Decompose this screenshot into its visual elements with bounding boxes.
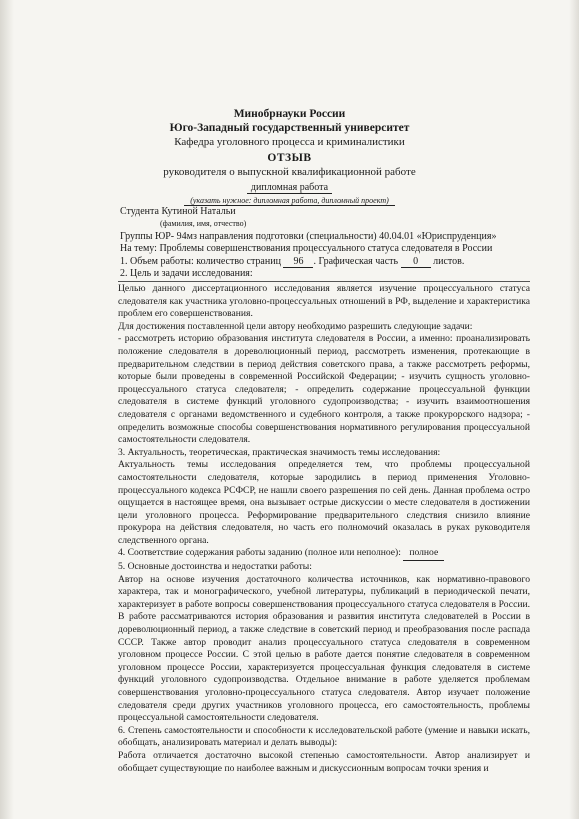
section-4-value: полное (403, 547, 444, 561)
section-2-title: 2. Цель и задачи исследования: (120, 268, 253, 279)
pages-count: 96 (283, 256, 313, 268)
student-name-line: Студента Кутиной Натальи (120, 206, 236, 217)
document-subtitle: руководителя о выпускной квалификационной работе (163, 166, 416, 178)
work-topic-line: На тему: Проблемы совершенствования процессуального статуса следователя в России (120, 243, 493, 254)
student-group-line: Группы ЮР- 94мз направления подготовки (специальности) 40.04.01 «Юриспруденция» (120, 231, 497, 242)
work-type-line (0, 182, 579, 194)
work-type-value: дипломная работа (247, 182, 332, 194)
section-5-body: Автор на основе изучения достаточного количества источников, как нормативно-правового характера, так и монографического, учебной литературы, публикаций в периодической печати, характеризует в работе вопросы совершенствования процессуального статуса следователя в России. В работе рассматриваются история образования и развития института следователей в России в дореволюционный период, а также следствие в советский период и преобразования после распада СССР. Также автор проводит анализ процессуального статуса следователя в современном уголовном процессе России. С этой целью в работе дается понятие следователя в современном уголовном процессе России, характеризуется процессуальная функция следователя в системе функций уголовного судопроизводства. Отдельное внимание в работе уделяется проблемам совершенствования уголовно-процессуального статуса следователя. Автор изучает положение следователя среди других участников уголовного процесса, его самостоятельность, проблемы процессуальной самостоятельности следователя. (118, 573, 530, 724)
section-5-title: 5. Основные достоинства и недостатки работы: (118, 561, 312, 573)
ministry-heading: Минобрнауки России (233, 108, 346, 120)
department-heading: Кафедра уголовного процесса и криминалистики (174, 136, 405, 148)
student-fio-hint: (фамилия, имя, отчество) (160, 219, 247, 228)
document-title: ОТЗЫВ (267, 152, 312, 164)
section-3-body: Актуальность темы исследования определяется тем, что проблемы процессуальной самостоятельности следователя, которые зародились в период применения Уголовно-процессуального кодекса РСФСР, не нашли своего разрешения по сей день. Данная проблема остро ощущается в настоящее время, она вызывает острые дискуссии о месте следователя в достижении цели уголовного процесса. Реформирование предварительного следствия снизило влияние прокурора на действия следователя, но часть его полномочий оказалась в руках руководителя следственного органа. (118, 459, 530, 546)
section-2-goal: Целью данного диссертационного исследования является изучение процессуального статуса следователя как участника уголовно-процессуальных отношений в РФ, выделение и характеристика проблем его совершенствования. (118, 283, 530, 320)
divider (118, 281, 530, 282)
section-6-body: Работа отличается достаточно высокой степенью самостоятельности. Автор анализирует и обобщает существующие по наиболее важным и дискуссионным вопросам точки зрения и (118, 749, 530, 774)
work-type-hint: (указать нужное: дипломная работа, дипломный проект) (0, 196, 579, 205)
section-6-title: 6. Степень самостоятельности и способности к исследовательской работе (умение и навыки искать, обобщать, анализировать материал и делать выводы): (118, 724, 530, 749)
graphics-count: 0 (401, 256, 431, 268)
university-heading: Юго-Западный государственный университет (169, 122, 410, 134)
section-2-body (118, 283, 530, 775)
section-2-tasks-intro: Для достижения поставленной цели автору необходимо разрешить следующие задачи: (118, 320, 473, 332)
section-4-line: 4. Соответствие содержания работы заданию (полное или неполное): полное (118, 547, 530, 561)
section-3-title: 3. Актуальность, теоретическая, практическая значимость темы исследования: (118, 446, 441, 458)
section-2-tasks: - рассмотреть историю образования института следователя в России, а именно: проанализировать положение следователя в дореволюционный период, рассмотреть изменения, протекающие в предварительном следствии в период действия советского права, а также рассмотреть реформы, которые были проведены в современной Российской Федерации; - изучить сущность уголовно-процессуального статуса следователя; - определить содержание процессуальной функции следователя в системе функций уголовного судопроизводства; - изучить взаимоотношения следователя с органами ведомственного и судебного контроля, а также прокурорского надзора; - определить возможные способы совершенствования нормативного регулирования процессуальной самостоятельности следователя. (118, 333, 530, 446)
work-volume-line: 1. Объем работы: количество страниц 96 . Графическая часть 0 листов. (120, 256, 465, 267)
